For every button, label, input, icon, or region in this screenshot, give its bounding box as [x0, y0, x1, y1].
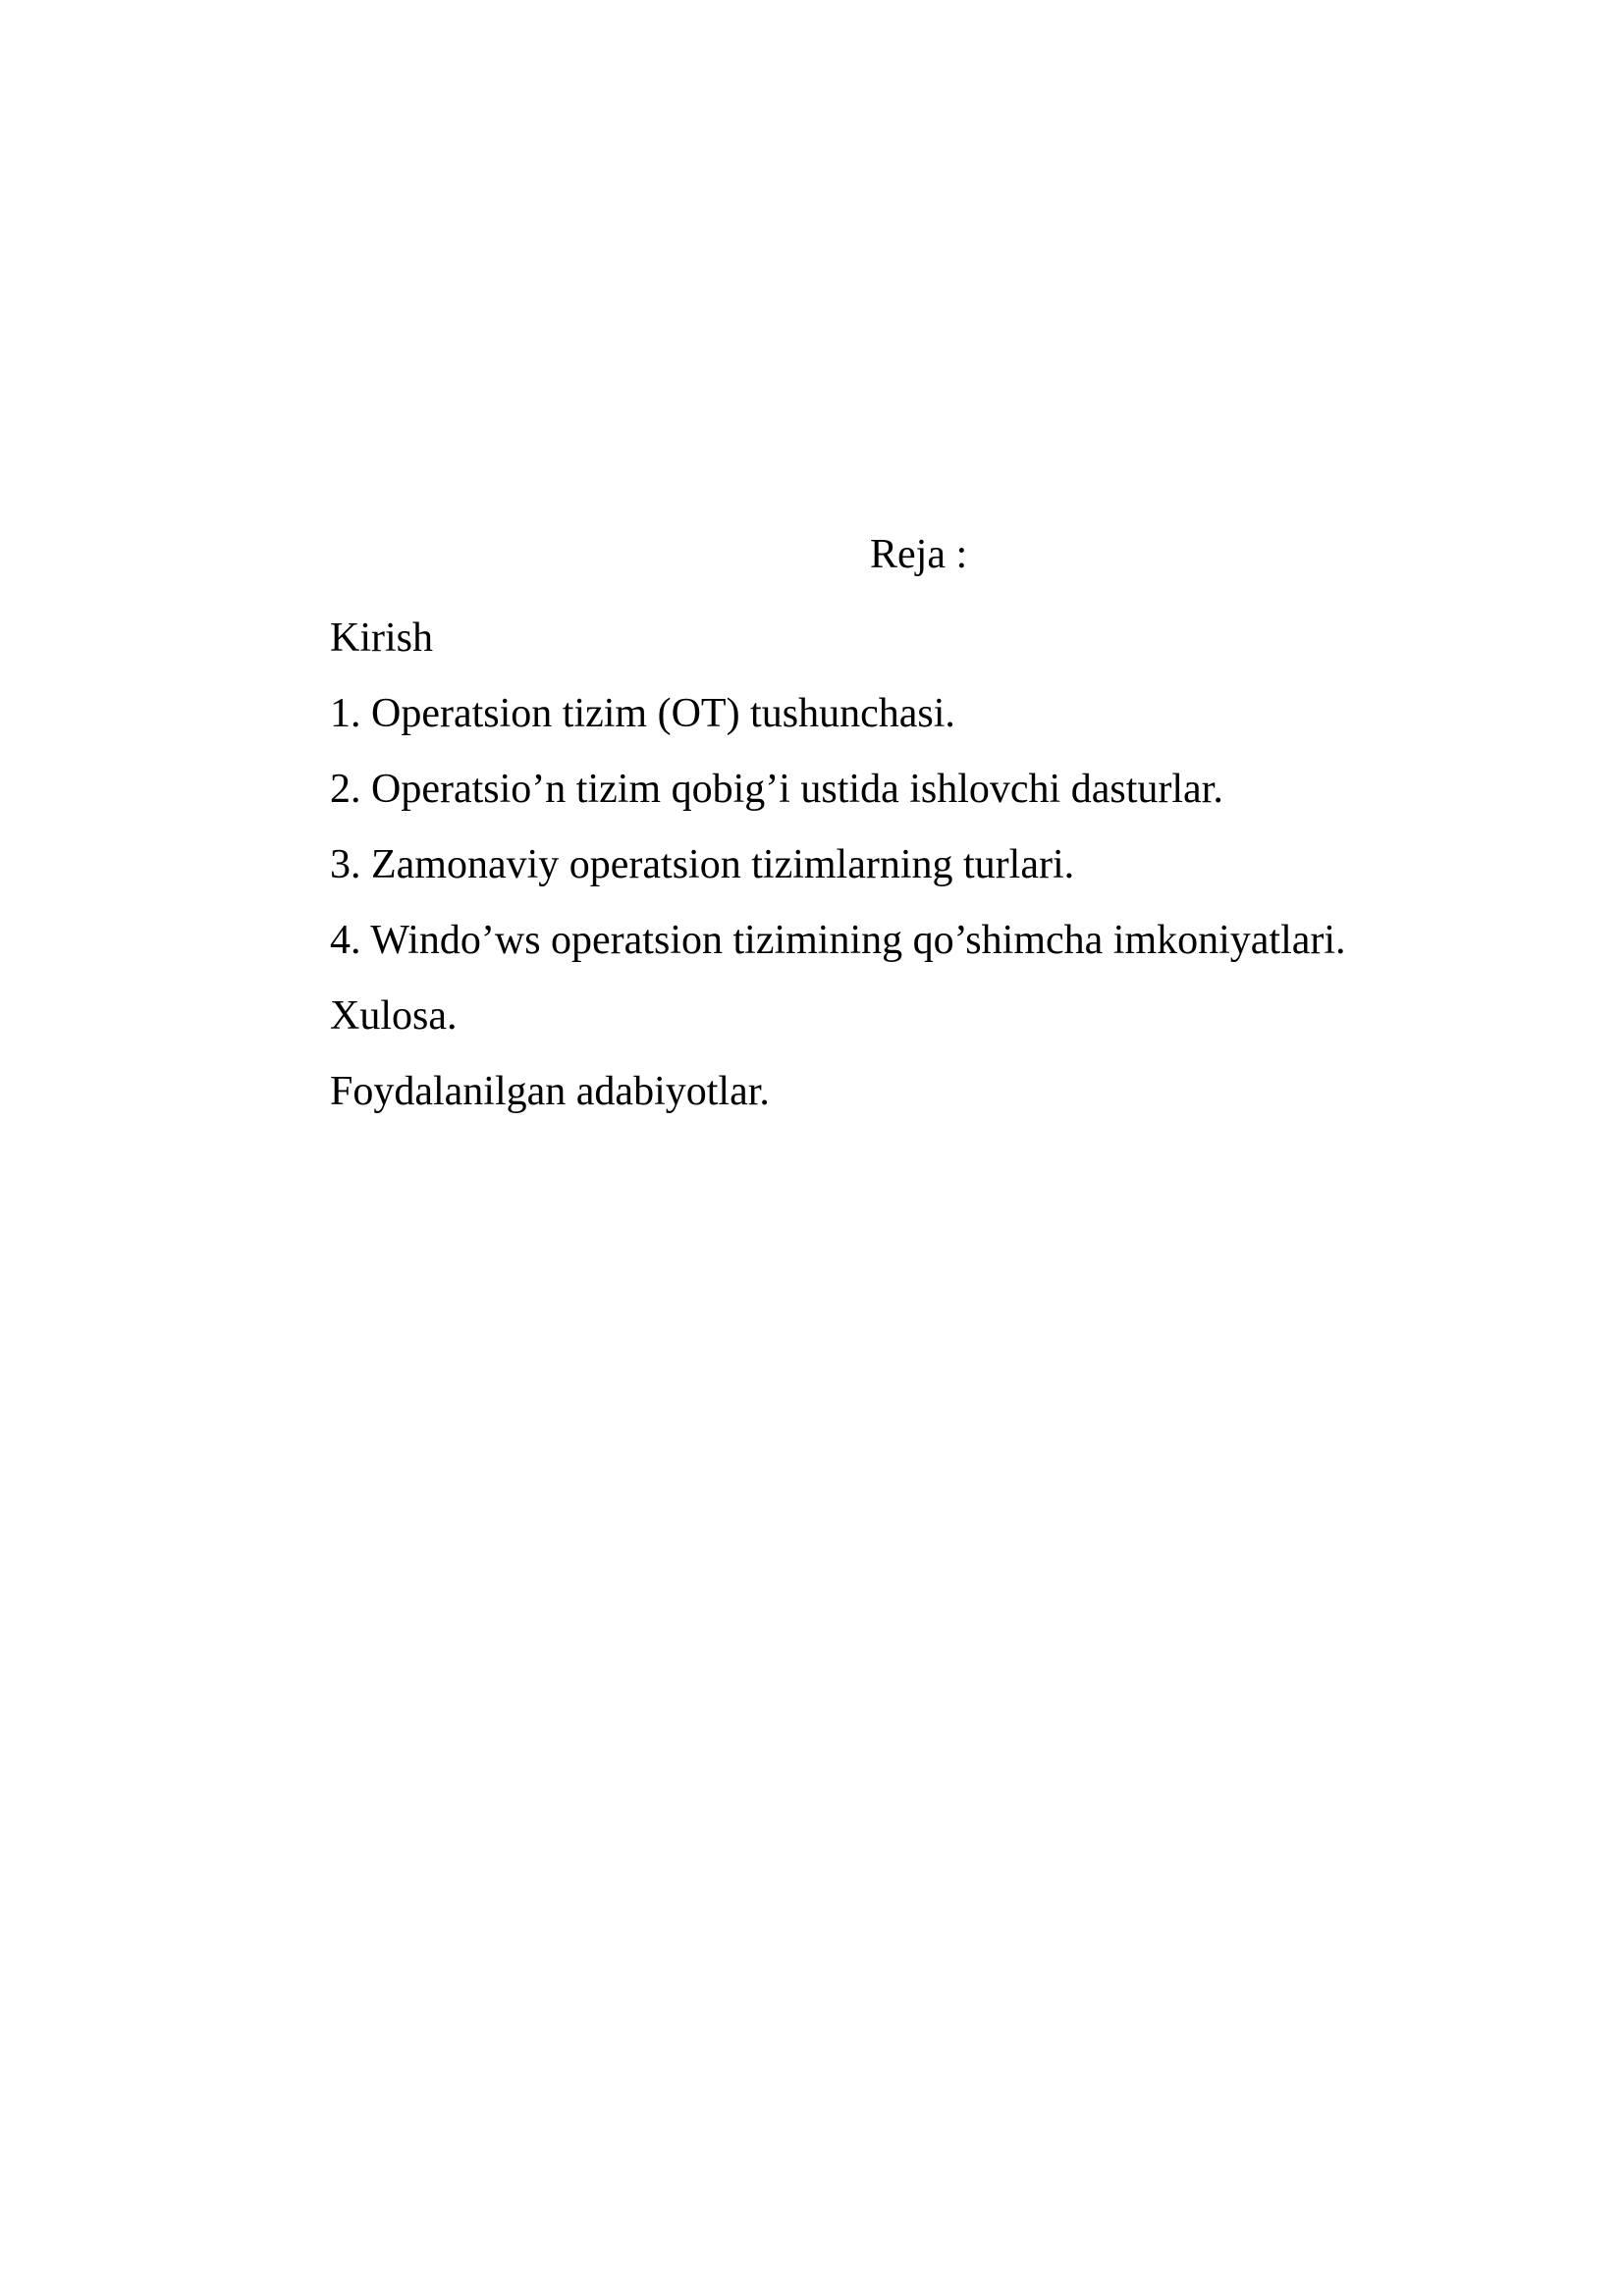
plan-list — [330, 601, 1346, 1130]
plan-item-4: 4. Windo’ws operatsion tizimining qo’shimcha imkoniyatlari. — [330, 918, 1346, 963]
plan-item-2: 2. Operatsio’n tizim qobig’i ustida ishlovchi dasturlar. — [330, 767, 1223, 812]
plan-title: Reja : — [870, 532, 968, 577]
plan-item-1: 1. Operatsion tizim (OT) tushunchasi. — [330, 691, 955, 736]
plan-item-introduction: Kirish — [330, 615, 433, 661]
plan-item-conclusion: Xulosa. — [330, 993, 458, 1039]
plan-item-3: 3. Zamonaviy operatsion tizimlarning turlari. — [330, 842, 1075, 887]
plan-item-references: Foydalanilgan adabiyotlar. — [330, 1069, 770, 1114]
